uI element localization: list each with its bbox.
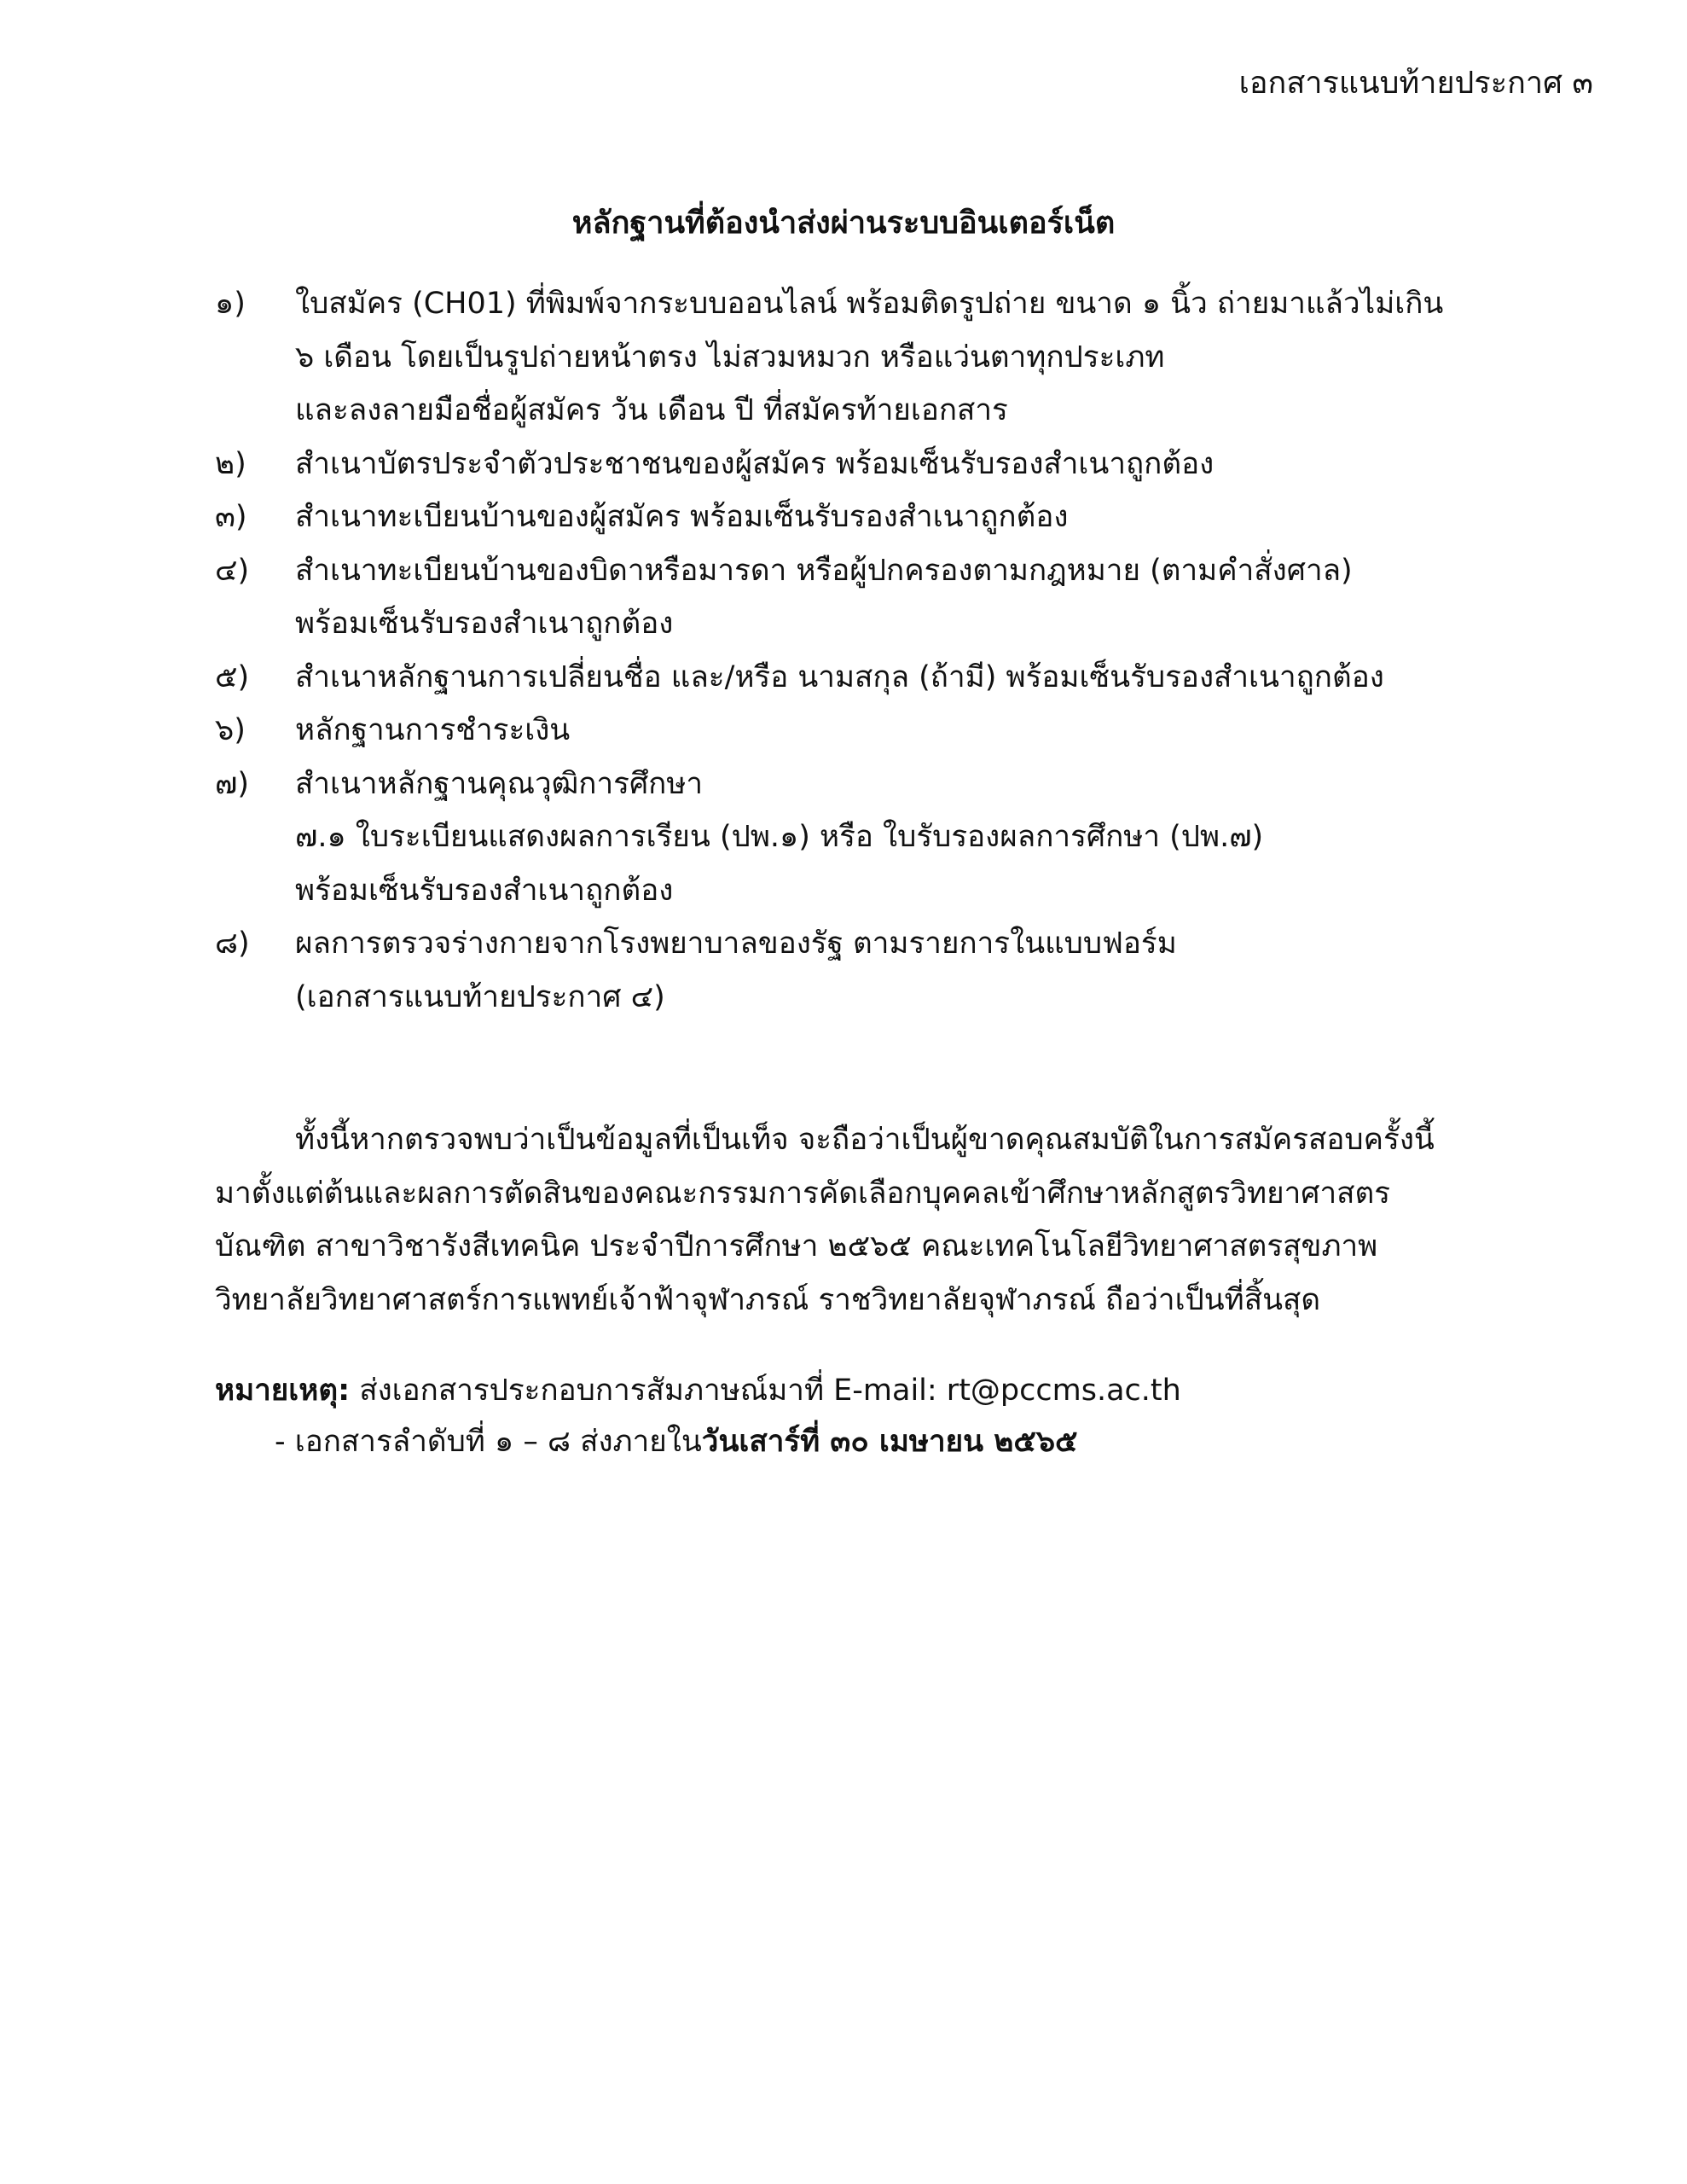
requirement-item-4 [215, 544, 1545, 651]
requirement-text [295, 758, 1545, 918]
requirement-line: หลักฐานการชำระเงิน [295, 713, 571, 747]
note-block [215, 1365, 1494, 1467]
requirements-list [215, 277, 1545, 1024]
note-label: หมายเหตุ: [215, 1374, 351, 1408]
requirement-line: สำเนาหลักฐานการเปลี่ยนชื่อ และ/หรือ นามสกุล (ถ้ามี) พร้อมเซ็นรับรองสำเนาถูกต้อง [295, 659, 1384, 694]
requirement-item-5 [215, 651, 1545, 705]
requirement-text [295, 651, 1545, 705]
requirement-item-1 [215, 277, 1545, 438]
disclaimer-line: มาตั้งแต่ต้นและผลการตัดสินของคณะกรรมการคัดเลือกบุคคลเข้าศึกษาหลักสูตรวิทยาศาสตร [215, 1176, 1391, 1211]
requirement-line: (เอกสารแนบท้ายประกาศ ๔) [295, 979, 665, 1014]
requirement-line: ๖ เดือน โดยเป็นรูปถ่ายหน้าตรง ไม่สวมหมวก หรือแว่นตาทุกประเภท [295, 340, 1165, 375]
requirement-number: ๕) [215, 659, 250, 694]
disclaimer-line: บัณฑิต สาขาวิชารังสีเทคนิค ประจำปีการศึกษา ๒๕๖๕ คณะเทคโนโลยีวิทยาศาสตรสุขภาพ [215, 1229, 1378, 1263]
requirement-line: พร้อมเซ็นรับรองสำเนาถูกต้อง [295, 873, 674, 908]
requirement-text [295, 277, 1545, 438]
requirement-line: สำเนาทะเบียนบ้านของบิดาหรือมารดา หรือผู้ปกครองตามกฎหมาย (ตามคำสั่งศาล) [295, 553, 1353, 588]
requirement-line: ๗.๑ ใบระเบียนแสดงผลการเรียน (ปพ.๑) หรือ ใบรับรองผลการศึกษา (ปพ.๗) [295, 820, 1264, 854]
disclaimer-line: วิทยาลัยวิทยาศาสตร์การแพทย์เจ้าฟ้าจุฬาภรณ์ ราชวิทยาลัยจุฬาภรณ์ ถือว่าเป็นที่สิ้นสุด [215, 1282, 1321, 1317]
note-line [215, 1365, 1494, 1416]
requirement-number: ๓) [215, 500, 247, 534]
requirement-number: ๑) [215, 287, 246, 321]
requirement-text [295, 704, 1545, 758]
requirement-line: และลงลายมือชื่อผู้สมัคร วัน เดือน ปี ที่สมัครท้ายเอกสาร [295, 393, 1008, 427]
document-title: หลักฐานที่ต้องนำส่งผ่านระบบอินเตอร์เน็ต [571, 206, 1116, 241]
requirement-line: สำเนาหลักฐานคุณวุฒิการศึกษา [295, 766, 704, 801]
requirement-item-8 [215, 917, 1545, 1024]
requirement-number: ๘) [215, 926, 250, 961]
requirement-number: ๗) [215, 766, 249, 801]
requirement-item-6 [215, 704, 1545, 758]
disclaimer-paragraph [215, 1113, 1469, 1327]
requirement-line: สำเนาทะเบียนบ้านของผู้สมัคร พร้อมเซ็นรับรองสำเนาถูกต้อง [295, 500, 1069, 534]
note-subline [215, 1416, 1494, 1467]
note-text: ส่งเอกสารประกอบการสัมภาษณ์มาที่ E-mail: rt@pccms.ac.th [350, 1374, 1181, 1408]
requirement-item-7 [215, 758, 1545, 918]
requirement-item-2 [215, 438, 1545, 491]
requirement-line: พร้อมเซ็นรับรองสำเนาถูกต้อง [295, 607, 674, 641]
attachment-reference: เอกสารแนบท้ายประกาศ ๓ [1238, 66, 1593, 101]
requirement-text [295, 544, 1545, 651]
requirement-text [295, 491, 1545, 544]
requirement-number: ๖) [215, 713, 246, 747]
requirement-item-3 [215, 491, 1545, 544]
requirement-line: ใบสมัคร (CH01) ที่พิมพ์จากระบบออนไลน์ พร้อมติดรูปถ่าย ขนาด ๑ นิ้ว ถ่ายมาแล้วไม่เกิน [295, 287, 1444, 321]
requirement-text [295, 438, 1545, 491]
requirement-number: ๔) [215, 553, 250, 588]
requirement-text [295, 917, 1545, 1024]
requirement-number: ๒) [215, 446, 246, 481]
disclaimer-line: ทั้งนี้หากตรวจพบว่าเป็นข้อมูลที่เป็นเท็จ จะถือว่าเป็นผู้ขาดคุณสมบัติในการสมัครสอบครั้งนี้ [295, 1123, 1435, 1157]
requirement-line: สำเนาบัตรประจำตัวประชาชนของผู้สมัคร พร้อมเซ็นรับรองสำเนาถูกต้อง [295, 446, 1215, 481]
submission-deadline: วันเสาร์ที่ ๓๐ เมษายน ๒๕๖๕ [701, 1425, 1078, 1459]
note-sub-prefix: - เอกสารลำดับที่ ๑ – ๘ ส่งภายใน [275, 1425, 702, 1459]
requirement-line: ผลการตรวจร่างกายจากโรงพยาบาลของรัฐ ตามรายการในแบบฟอร์ม [295, 926, 1177, 961]
